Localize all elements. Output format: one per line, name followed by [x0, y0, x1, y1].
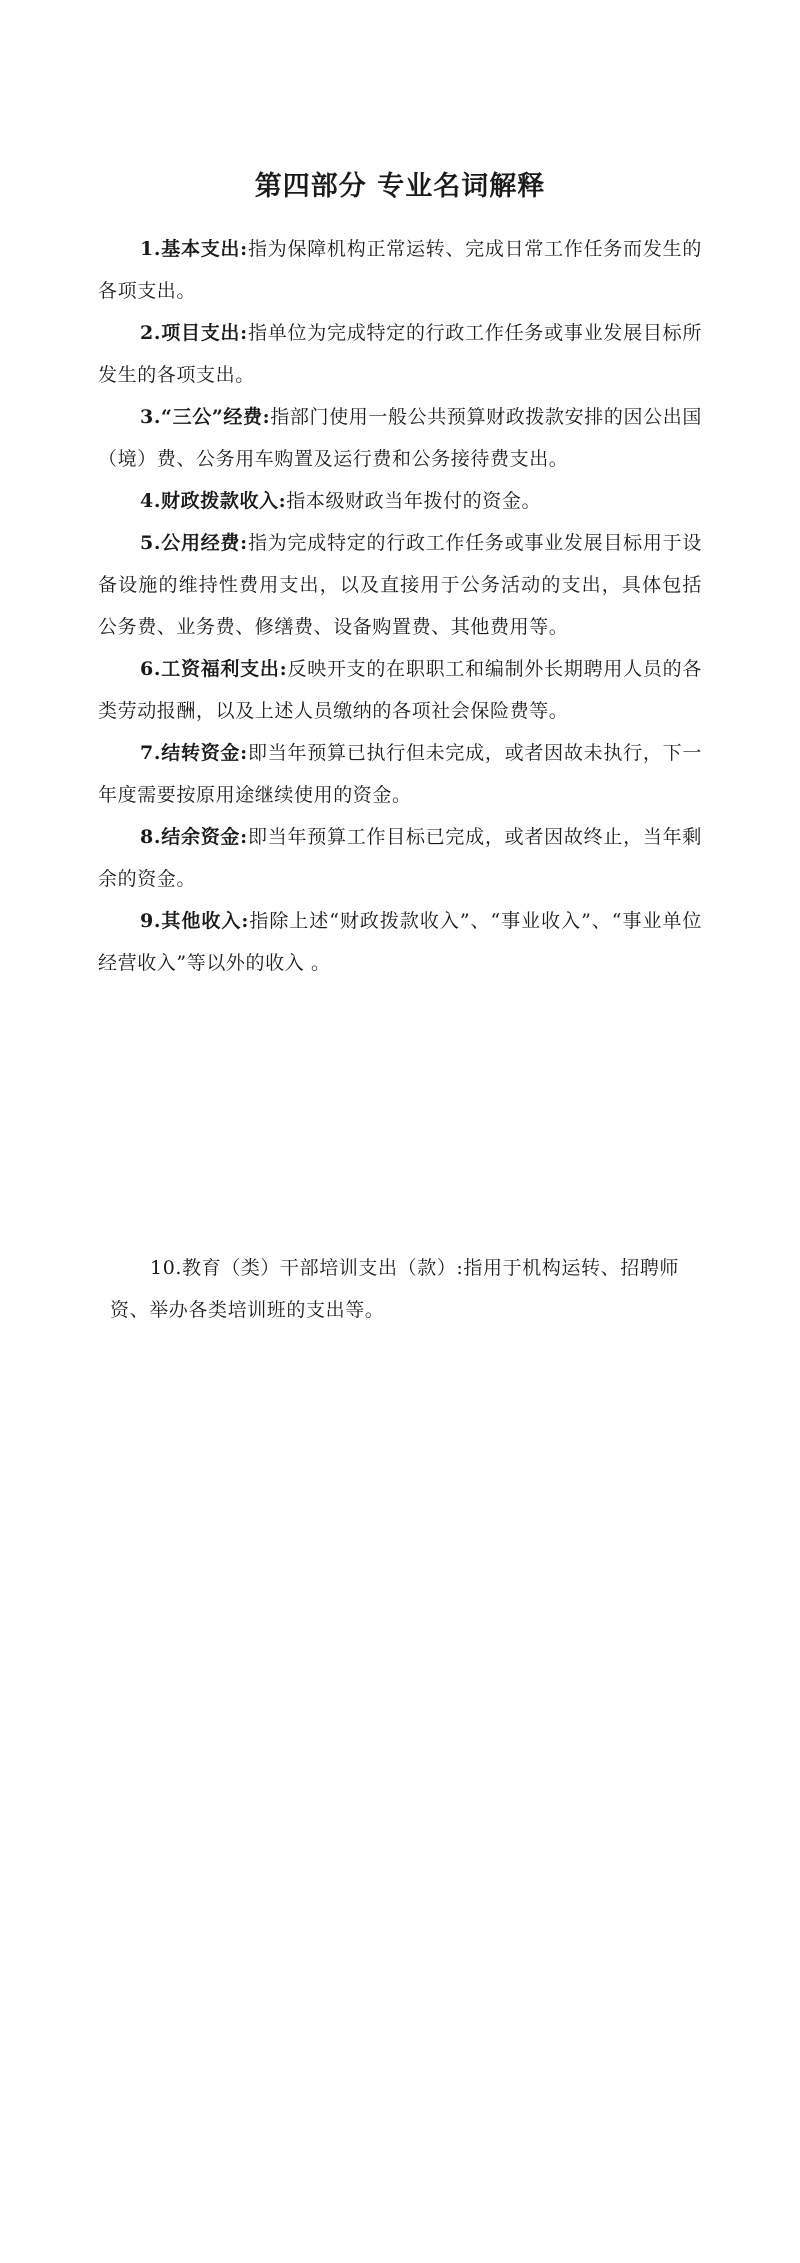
term-name: 项目支出: — [161, 322, 248, 344]
term-name: 公用经费: — [161, 532, 248, 554]
term-definition: 反映开支的在职职工和编制外长期聘用人员的各类劳动报酬，以及上述人员缴纳的各项社会保险费等。 — [98, 658, 702, 722]
term-definition: 指本级财政当年拨付的资金。 — [286, 490, 542, 512]
term-name: 工资福利支出: — [161, 658, 288, 680]
term-number: 7. — [140, 742, 162, 764]
term-number: 4. — [140, 490, 162, 512]
term-number: 8. — [140, 826, 162, 848]
term-definition: 指除上述“财政拨款收入”、“事业收入”、“事业单位经营收入”等以外的收入 。 — [98, 910, 703, 974]
term-item-5 — [98, 522, 702, 648]
term-number: 9. — [140, 910, 162, 932]
term-name: “三公”经费: — [161, 406, 271, 428]
term-item-6 — [98, 648, 702, 732]
term-item-4 — [98, 480, 702, 522]
term-number: 6. — [140, 658, 162, 680]
term-list — [98, 228, 702, 984]
term-number: 5. — [140, 532, 162, 554]
term-name: 结余资金: — [161, 826, 248, 848]
term-name: 基本支出: — [161, 238, 248, 260]
term-name: 结转资金: — [161, 742, 248, 764]
term-definition: 指为保障机构正常运转、完成日常工作任务而发生的各项支出。 — [98, 238, 703, 302]
term-definition: 即当年预算工作目标已完成，或者因故终止，当年剩余的资金。 — [98, 826, 703, 890]
term-item-1 — [98, 228, 702, 312]
term-item-8 — [98, 816, 702, 900]
term-item-9 — [98, 900, 702, 984]
term-definition: 指单位为完成特定的行政工作任务或事业发展目标所发生的各项支出。 — [98, 322, 703, 386]
term-item-2 — [98, 312, 702, 396]
term-item-7 — [98, 732, 702, 816]
term-definition: 指部门使用一般公共预算财政拨款安排的因公出国（境）费、公务用车购置及运行费和公务接待费支出。 — [98, 406, 702, 470]
term-name: 其他收入: — [161, 910, 249, 932]
term-item-3 — [98, 396, 702, 480]
term-name: 财政拨款收入: — [161, 490, 287, 512]
term-definition: 即当年预算已执行但未完成，或者因故未执行，下一年度需要按原用途继续使用的资金。 — [98, 742, 703, 806]
term-number: 2. — [140, 322, 162, 344]
term-item-10: 10.教育（类）干部培训支出（款）:指用于机构运转、招聘师资、举办各类培训班的支出等。 — [110, 1257, 680, 1321]
page-title: 第四部分 专业名词解释 — [254, 171, 546, 202]
term-number: 3. — [140, 406, 162, 428]
term-definition: 指为完成特定的行政工作任务或事业发展目标用于设备设施的维持性费用支出，以及直接用于公务活动的支出，具体包括公务费、业务费、修缮费、设备购置费、其他费用等。 — [98, 532, 703, 638]
term-number: 1. — [140, 238, 162, 260]
